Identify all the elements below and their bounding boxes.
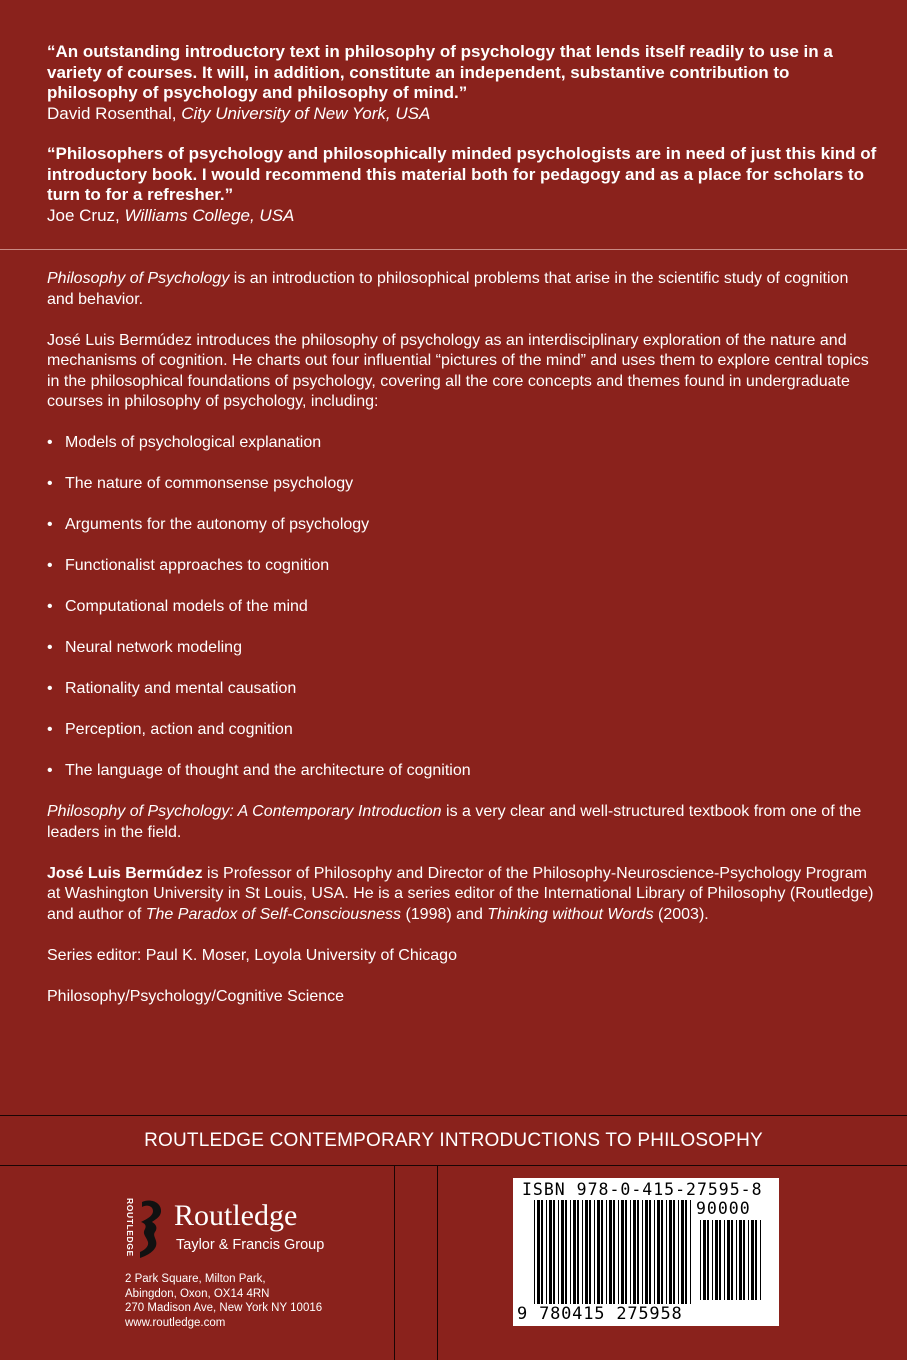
barcode-bar [678, 1200, 679, 1304]
barcode-bar [537, 1200, 540, 1304]
publisher-group: Taylor & Francis Group [176, 1237, 325, 1253]
routledge-head-icon [136, 1198, 168, 1260]
barcode-bar [760, 1220, 761, 1300]
barcode-bar [549, 1200, 552, 1304]
barcode-bar [630, 1200, 631, 1304]
quote-author: David Rosenthal, [47, 103, 177, 123]
publisher-address [125, 1272, 322, 1330]
ean-number: 9 780415 275958 [517, 1304, 683, 1324]
list-item: • Arguments for the autonomy of psychology [47, 515, 877, 536]
list-item: • Models of psychological explanation [47, 433, 877, 454]
barcode-bar [573, 1200, 576, 1304]
barcode-bars [533, 1200, 693, 1304]
barcode-bar [534, 1200, 535, 1304]
barcode-bar [565, 1200, 567, 1304]
list-item: • Rationality and mental causation [47, 679, 877, 700]
subject-categories: Philosophy/Psychology/Cognitive Science [47, 987, 345, 1005]
barcode-bar [625, 1200, 627, 1304]
list-item: • Neural network modeling [47, 638, 877, 659]
quote-attribution [47, 206, 877, 227]
barcode-bar [541, 1200, 543, 1304]
barcode-bar [570, 1200, 571, 1304]
barcode-bar [558, 1200, 559, 1304]
isbn-barcode [513, 1178, 779, 1326]
publisher-logo [122, 1198, 352, 1262]
barcode-bar [582, 1200, 583, 1304]
isbn-label: ISBN 978-0-415-27595-8 [522, 1180, 763, 1199]
divider-vertical [437, 1166, 438, 1360]
barcode-bar [637, 1200, 639, 1304]
series-title: ROUTLEDGE CONTEMPORARY INTRODUCTIONS TO PHILOSOPHY [144, 1129, 763, 1151]
author-name: José Luis Bermúdez [47, 864, 203, 882]
bio-text: is Professor of Philosophy and Director of the Philosophy-Neuroscience-Psychology Program at Washington University in St Louis, USA. He is a series editor of the International Library of Philosophy (Routledge) and author of [47, 864, 874, 923]
barcode-bar [751, 1220, 754, 1300]
bio-book-title: The Paradox of Self-Consciousness [145, 905, 401, 923]
barcode-bar [703, 1220, 706, 1300]
publisher-vertical-label [122, 1198, 136, 1262]
bio-book-title: Thinking without Words [487, 905, 654, 923]
barcode-bar [731, 1220, 733, 1300]
address-line: 2 Park Square, Milton Park, [125, 1273, 266, 1285]
quote-cruz [47, 144, 877, 226]
barcode-bar [739, 1220, 742, 1300]
book-description [47, 269, 877, 1028]
barcode-bar [743, 1220, 745, 1300]
barcode-bar [585, 1200, 588, 1304]
barcode-bar [700, 1220, 701, 1300]
barcode-bar [589, 1200, 591, 1304]
list-item: • The language of thought and the architecture of cognition [47, 761, 877, 782]
barcode-bar [577, 1200, 579, 1304]
barcode-bar [553, 1200, 555, 1304]
quote-text: “Philosophers of psychology and philosophically minded psychologists are in need of just this kind of introductory book. I would recommend this material both for pedagogy and as a place for scholars to turn to for a refresher.” [47, 144, 877, 204]
barcode-bar [657, 1200, 660, 1304]
book-full-title: Philosophy of Psychology: A Contemporary Introduction [47, 803, 442, 820]
barcode-bar [690, 1200, 691, 1304]
publisher-name: Routledge [174, 1199, 298, 1232]
list-item: • Perception, action and cognition [47, 720, 877, 741]
series-editor: Series editor: Paul K. Moser, Loyola University of Chicago [47, 946, 457, 964]
quote-rosenthal [47, 42, 877, 124]
address-line: Abingdon, Oxon, OX14 4RN [125, 1287, 270, 1300]
review-quotes [47, 42, 877, 226]
barcode-bar [736, 1220, 737, 1300]
barcode-bar [621, 1200, 624, 1304]
divider-vertical [394, 1166, 395, 1360]
overview-paragraph: José Luis Bermúdez introduces the philosophy of psychology as an interdisciplinary exploration of the nature and mechanisms of cognition. He charts out four influential “pictures of the mind” and uses them to explore central topics in the philosophical foundations of psychology, covering all the core concepts and themes found in undergraduate courses in philosophy of psychology, including: [47, 331, 869, 410]
list-item: • The nature of commonsense psychology [47, 474, 877, 495]
barcode-bar [755, 1220, 757, 1300]
barcode-bar [613, 1200, 615, 1304]
barcode-bar [642, 1200, 643, 1304]
publisher-website: www.routledge.com [125, 1316, 226, 1329]
intro-text: is an introduction to philosophical problems that arise in the scientific study of cognition and behavior. [47, 270, 849, 308]
barcode-bar [649, 1200, 651, 1304]
barcode-bar [724, 1220, 725, 1300]
barcode-bar [561, 1200, 564, 1304]
intro-paragraph [47, 269, 877, 310]
quote-text: “An outstanding introductory text in philosophy of psychology that lends itself readily to use in a variety of courses. It will, in addition, constitute an independent, substantive contribution to philosophy of psychology and philosophy of mind.” [47, 42, 833, 102]
barcode-bar [546, 1200, 547, 1304]
closing-paragraph [47, 802, 877, 843]
author-bio [47, 864, 877, 926]
book-title: Philosophy of Psychology [47, 270, 230, 287]
barcode-bar [666, 1200, 667, 1304]
barcode-bar [727, 1220, 730, 1300]
address-line: 270 Madison Ave, New York NY 10016 [125, 1302, 323, 1314]
barcode-bar [685, 1200, 687, 1304]
barcode-bar [669, 1200, 672, 1304]
quote-attribution [47, 104, 877, 125]
quote-author: Joe Cruz, [47, 205, 120, 225]
barcode-bar [597, 1200, 600, 1304]
quote-affiliation: Williams College, USA [124, 205, 295, 225]
barcode-bar [715, 1220, 718, 1300]
barcode-bar [748, 1220, 749, 1300]
barcode-bar [707, 1220, 709, 1300]
barcode-bar [719, 1220, 721, 1300]
barcode-bar [594, 1200, 595, 1304]
bio-text: (2003). [653, 905, 709, 923]
quote-affiliation: City University of New York, USA [181, 103, 431, 123]
price-code: 90000 [696, 1199, 751, 1218]
closing-text: is a very clear and well-structured textbook from one of the leaders in the field. [47, 803, 862, 841]
barcode-bar [601, 1200, 603, 1304]
barcode-bar [654, 1200, 655, 1304]
price-barcode-bars [699, 1220, 765, 1300]
divider-top [0, 249, 907, 250]
list-item: • Functionalist approaches to cognition [47, 556, 877, 577]
barcode-bar [633, 1200, 636, 1304]
publisher-vertical-text: ROUTLEDGE [125, 1198, 135, 1257]
barcode-bar [673, 1200, 675, 1304]
topics-list [47, 433, 877, 782]
barcode-bar [606, 1200, 607, 1304]
list-item: • Computational models of the mind [47, 597, 877, 618]
barcode-bar [661, 1200, 663, 1304]
divider-series-bottom [0, 1165, 907, 1166]
barcode-bar [712, 1220, 713, 1300]
barcode-bar [609, 1200, 612, 1304]
barcode-bar [618, 1200, 619, 1304]
barcode-bar [645, 1200, 648, 1304]
barcode-bar [681, 1200, 684, 1304]
bio-text: (1998) and [401, 905, 488, 923]
